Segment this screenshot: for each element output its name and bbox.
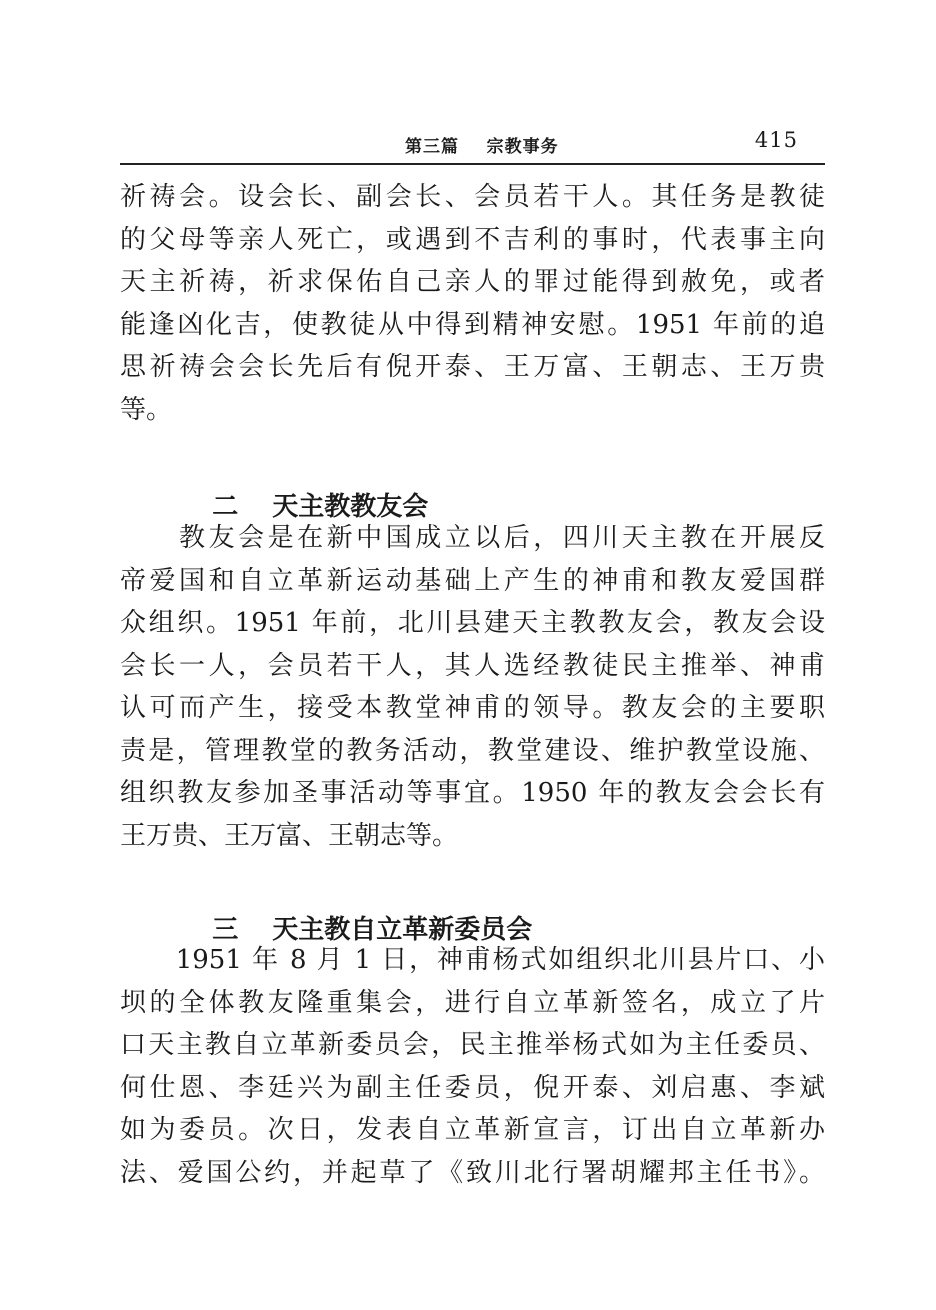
section-title: 天主教教友会 bbox=[272, 492, 429, 522]
paragraph-reform-committee bbox=[120, 939, 825, 1194]
header-rule bbox=[120, 163, 825, 165]
text-line: 帝爱国和自立革新运动基础上产生的神甫和教友爱国群 bbox=[120, 565, 825, 596]
text-line: 思祈祷会会长先后有倪开泰、王万富、王朝志、王万贵 bbox=[120, 352, 825, 382]
text-line: 责是，管理教堂的教务活动，教堂建设、维护教堂设施、 bbox=[120, 735, 825, 766]
paragraph-continued bbox=[120, 176, 825, 431]
text-line: 众组织。1951 年前，北川县建天主教教友会，教友会设 bbox=[120, 608, 825, 638]
text-line: 如为委员。次日，发表自立革新宣言，订出自立革新办 bbox=[120, 1115, 825, 1145]
text-line: 能逢凶化吉，使教徒从中得到精神安慰。1951 年前的追 bbox=[120, 309, 825, 340]
paragraph-church-friends-association bbox=[120, 517, 825, 857]
running-header bbox=[120, 126, 820, 160]
text-line: 天主祈祷，祈求保佑自己亲人的罪过能得到赦免，或者 bbox=[120, 267, 825, 297]
text-line: 会长一人，会员若干人，其人选经教徒民主推举、神甫 bbox=[120, 650, 825, 681]
text-line: 教友会是在新中国成立以后，四川天主教在开展反 bbox=[120, 523, 825, 553]
text-line: 坝的全体教友隆重集会，进行自立革新签名，成立了片 bbox=[120, 987, 825, 1018]
running-title: 第三篇 宗教事务 bbox=[405, 137, 559, 157]
text-line: 何仕恩、李廷兴为副主任委员，倪开泰、刘启惠、李斌 bbox=[120, 1072, 825, 1103]
text-line: 祈祷会。设会长、副会长、会员若干人。其任务是教徒 bbox=[120, 182, 825, 212]
page-number: 415 bbox=[754, 128, 798, 152]
text-line: 的父母等亲人死亡，或遇到不吉利的事时，代表事主向 bbox=[120, 224, 825, 255]
text-line: 法、爱国公约，并起草了《致川北行署胡耀邦主任书》。 bbox=[120, 1157, 825, 1188]
text-line: 等。 bbox=[120, 394, 173, 425]
text-line: 1951 年 8 月 1 日，神甫杨式如组织北川县片口、小 bbox=[120, 945, 825, 975]
text-line: 认可而产生，接受本教堂神甫的领导。教友会的主要职 bbox=[120, 693, 825, 723]
text-line: 王万贵、王万富、王朝志等。 bbox=[120, 820, 459, 851]
section-title: 天主教自立革新委员会 bbox=[272, 915, 533, 945]
section-number: 三 bbox=[212, 915, 239, 945]
text-line: 组织教友参加圣事活动等事宜。1950 年的教友会会长有 bbox=[120, 778, 825, 808]
text-line: 口天主教自立革新委员会，民主推举杨式如为主任委员、 bbox=[120, 1030, 825, 1060]
section-number: 二 bbox=[212, 492, 239, 522]
